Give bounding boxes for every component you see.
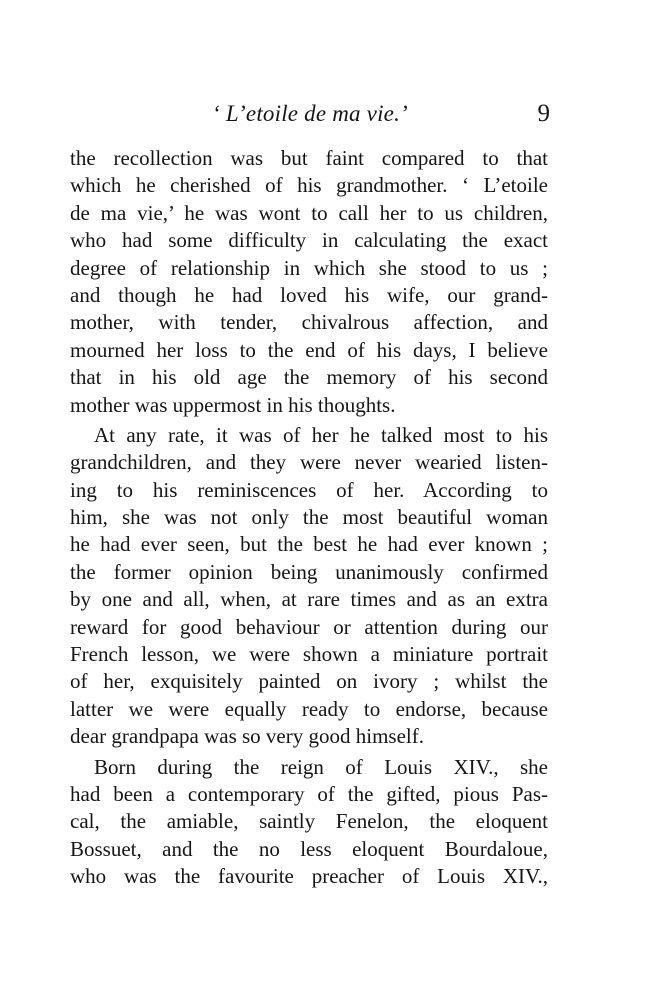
text-line: ing to his reminiscences of her. According to [70, 477, 548, 502]
text-line: degree of relationship in which she stood to us ; [70, 255, 548, 280]
text-line: mourned her loss to the end of his days, I believe [70, 337, 548, 362]
text-line: cal, the amiable, saintly Fenelon, the eloquent [70, 809, 548, 834]
text-line: dear grandpapa was so very good himself. [70, 724, 424, 749]
text-line: which he cherished of his grandmother. ‘ L’etoile [70, 173, 548, 198]
running-head [70, 96, 550, 132]
text-line: the former opinion being unanimously confirmed [70, 559, 548, 584]
text-line: who was the favourite preacher of Louis XIV., [70, 864, 548, 889]
text-line: mother, with tender, chivalrous affection, and [70, 310, 548, 335]
running-title: ‘ L’etoile de ma vie.’ [212, 101, 408, 126]
body-text [70, 145, 548, 891]
text-line: mother was uppermost in his thoughts. [70, 392, 396, 417]
text-line: Bossuet, and the no less eloquent Bourdaloue, [70, 836, 548, 861]
text-line: that in his old age the memory of his second [70, 365, 548, 390]
paragraph [70, 754, 548, 891]
page-number: 9 [537, 100, 550, 127]
text-line: de ma vie,’ he was wont to call her to us children, [70, 200, 548, 225]
text-line: of her, exquisitely painted on ivory ; whilst the [70, 669, 548, 694]
text-line: At any rate, it was of her he talked most to his [94, 422, 548, 447]
text-line: latter we were equally ready to endorse, because [70, 696, 548, 721]
text-line: Born during the reign of Louis XIV., she [94, 754, 548, 779]
text-line: who had some difficulty in calculating the exact [70, 228, 548, 253]
paragraph [70, 422, 548, 751]
text-line: reward for good behaviour or attention during our [70, 614, 548, 639]
text-line: the recollection was but faint compared to that [70, 146, 548, 170]
text-line: he had ever seen, but the best he had ever known ; [70, 532, 548, 557]
text-line: had been a contemporary of the gifted, pious Pas- [70, 781, 548, 806]
text-line: him, she was not only the most beautiful woman [70, 505, 548, 530]
text-line: and though he had loved his wife, our grand- [70, 282, 548, 307]
paragraph [70, 145, 548, 419]
text-line: grandchildren, and they were never wearied listen- [70, 450, 548, 475]
text-line: French lesson, we were shown a miniature portrait [70, 642, 548, 667]
text-line: by one and all, when, at rare times and as an extra [70, 587, 548, 612]
